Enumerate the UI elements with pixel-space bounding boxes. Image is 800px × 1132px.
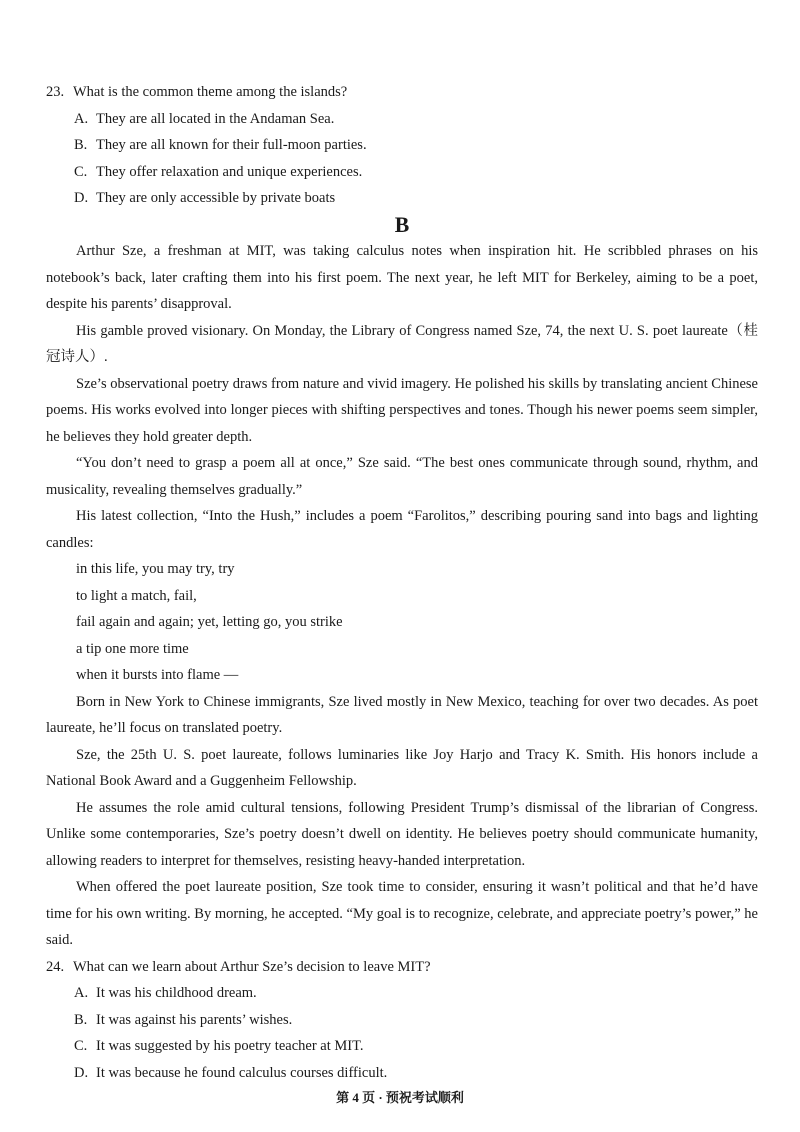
option-d: [74, 1060, 758, 1087]
option-text: They are all known for their full-moon parties.: [96, 137, 367, 153]
poem-line: fail again and again; yet, letting go, you strike: [76, 614, 343, 630]
poem-line: a tip one more time: [76, 640, 189, 657]
option-b: [74, 1007, 758, 1034]
option-b: [74, 132, 758, 159]
option-letter: C.: [74, 163, 88, 180]
passage-b: [46, 212, 758, 954]
option-text: They are all located in the Andaman Sea.: [96, 110, 335, 127]
question-stem: [46, 79, 758, 106]
question-text: What is the common theme among the islands?: [73, 84, 348, 100]
question-24: [46, 954, 758, 1087]
question-23: [46, 79, 758, 212]
option-letter: A.: [74, 110, 89, 127]
paragraph: He assumes the role amid cultural tensions, following President Trump’s dismissal of the librarian of Congress. Unlike some contemporaries, Sze’s poetry doesn’t dwell on identity. He believes poetry should communicate humanity, allowing readers to interpret for themselves, resisting heavy-handed interpretation.: [46, 799, 758, 869]
option-text: They are only accessible by private boats: [96, 190, 336, 206]
section-title: B: [394, 212, 410, 237]
poem-line: when it bursts into flame —: [76, 667, 239, 683]
option-text: It was his childhood dream.: [96, 985, 257, 1001]
option-text: They offer relaxation and unique experiences.: [96, 163, 363, 180]
question-number: 23.: [46, 84, 65, 100]
paragraph: Arthur Sze, a freshman at MIT, was taking calculus notes when inspiration hit. He scribbled phrases on his notebook’s back, later crafting them into his first poem. The next year, he left MIT for Berkeley, aiming to be a poet, despite his parents’ disapproval.: [46, 243, 758, 312]
option-letter: C.: [74, 1038, 88, 1054]
option-d: [74, 185, 758, 212]
option-text: It was suggested by his poetry teacher at MIT.: [96, 1038, 364, 1054]
page-footer: 第 4 页 · 预祝考试顺利: [336, 1090, 464, 1105]
option-c: [74, 159, 758, 186]
option-letter: D.: [74, 190, 89, 206]
paragraph: Sze, the 25th U. S. poet laureate, follows luminaries like Joy Harjo and Tracy K. Smith. His honors include a National Book Award and a Guggenheim Fellowship.: [46, 746, 758, 789]
options-list: [46, 106, 758, 212]
option-text: It was against his parents’ wishes.: [96, 1011, 293, 1028]
poem-line: in this life, you may try, try: [76, 561, 235, 577]
paragraph: When offered the poet laureate position, Sze took time to consider, ensuring it wasn’t political and that he’d have time for his own writing. By morning, he accepted. “My goal is to recognize, celebrate, and appreciate poetry’s power,” he said.: [46, 879, 758, 948]
paragraph: “You don’t need to grasp a poem all at once,” Sze said. “The best ones communicate through sound, rhythm, and musicality, revealing themselves gradually.”: [46, 455, 758, 498]
option-text: It was because he found calculus courses difficult.: [96, 1064, 388, 1081]
option-letter: B.: [74, 137, 88, 153]
paragraph: Sze’s observational poetry draws from nature and vivid imagery. He polished his skills by translating ancient Chinese poems. His works evolved into longer pieces with shifting perspectives and tones. Though his newer poems seem simpler, he believes they hold greater depth.: [46, 375, 758, 445]
paragraph: His latest collection, “Into the Hush,” includes a poem “Farolitos,” describing pouring sand into bags and lighting candles:: [46, 508, 758, 551]
option-letter: D.: [74, 1064, 89, 1081]
option-a: [74, 980, 758, 1007]
question-stem: [46, 954, 758, 981]
option-letter: A.: [74, 985, 89, 1001]
options-list: [46, 980, 758, 1086]
question-number: 24.: [46, 958, 65, 975]
poem-line: to light a match, fail,: [76, 587, 197, 604]
paragraph: Born in New York to Chinese immigrants, Sze lived mostly in New Mexico, teaching for over two decades. As poet laureate, he’ll focus on translated poetry.: [46, 693, 758, 736]
option-letter: B.: [74, 1011, 88, 1028]
question-text: What can we learn about Arthur Sze’s decision to leave MIT?: [73, 958, 431, 975]
poem-excerpt: [46, 556, 758, 689]
option-a: [74, 106, 758, 133]
paragraph: His gamble proved visionary. On Monday, the Library of Congress named Sze, 74, the next U. S. poet laureate（桂冠诗人）.: [46, 322, 758, 365]
option-c: [74, 1033, 758, 1060]
